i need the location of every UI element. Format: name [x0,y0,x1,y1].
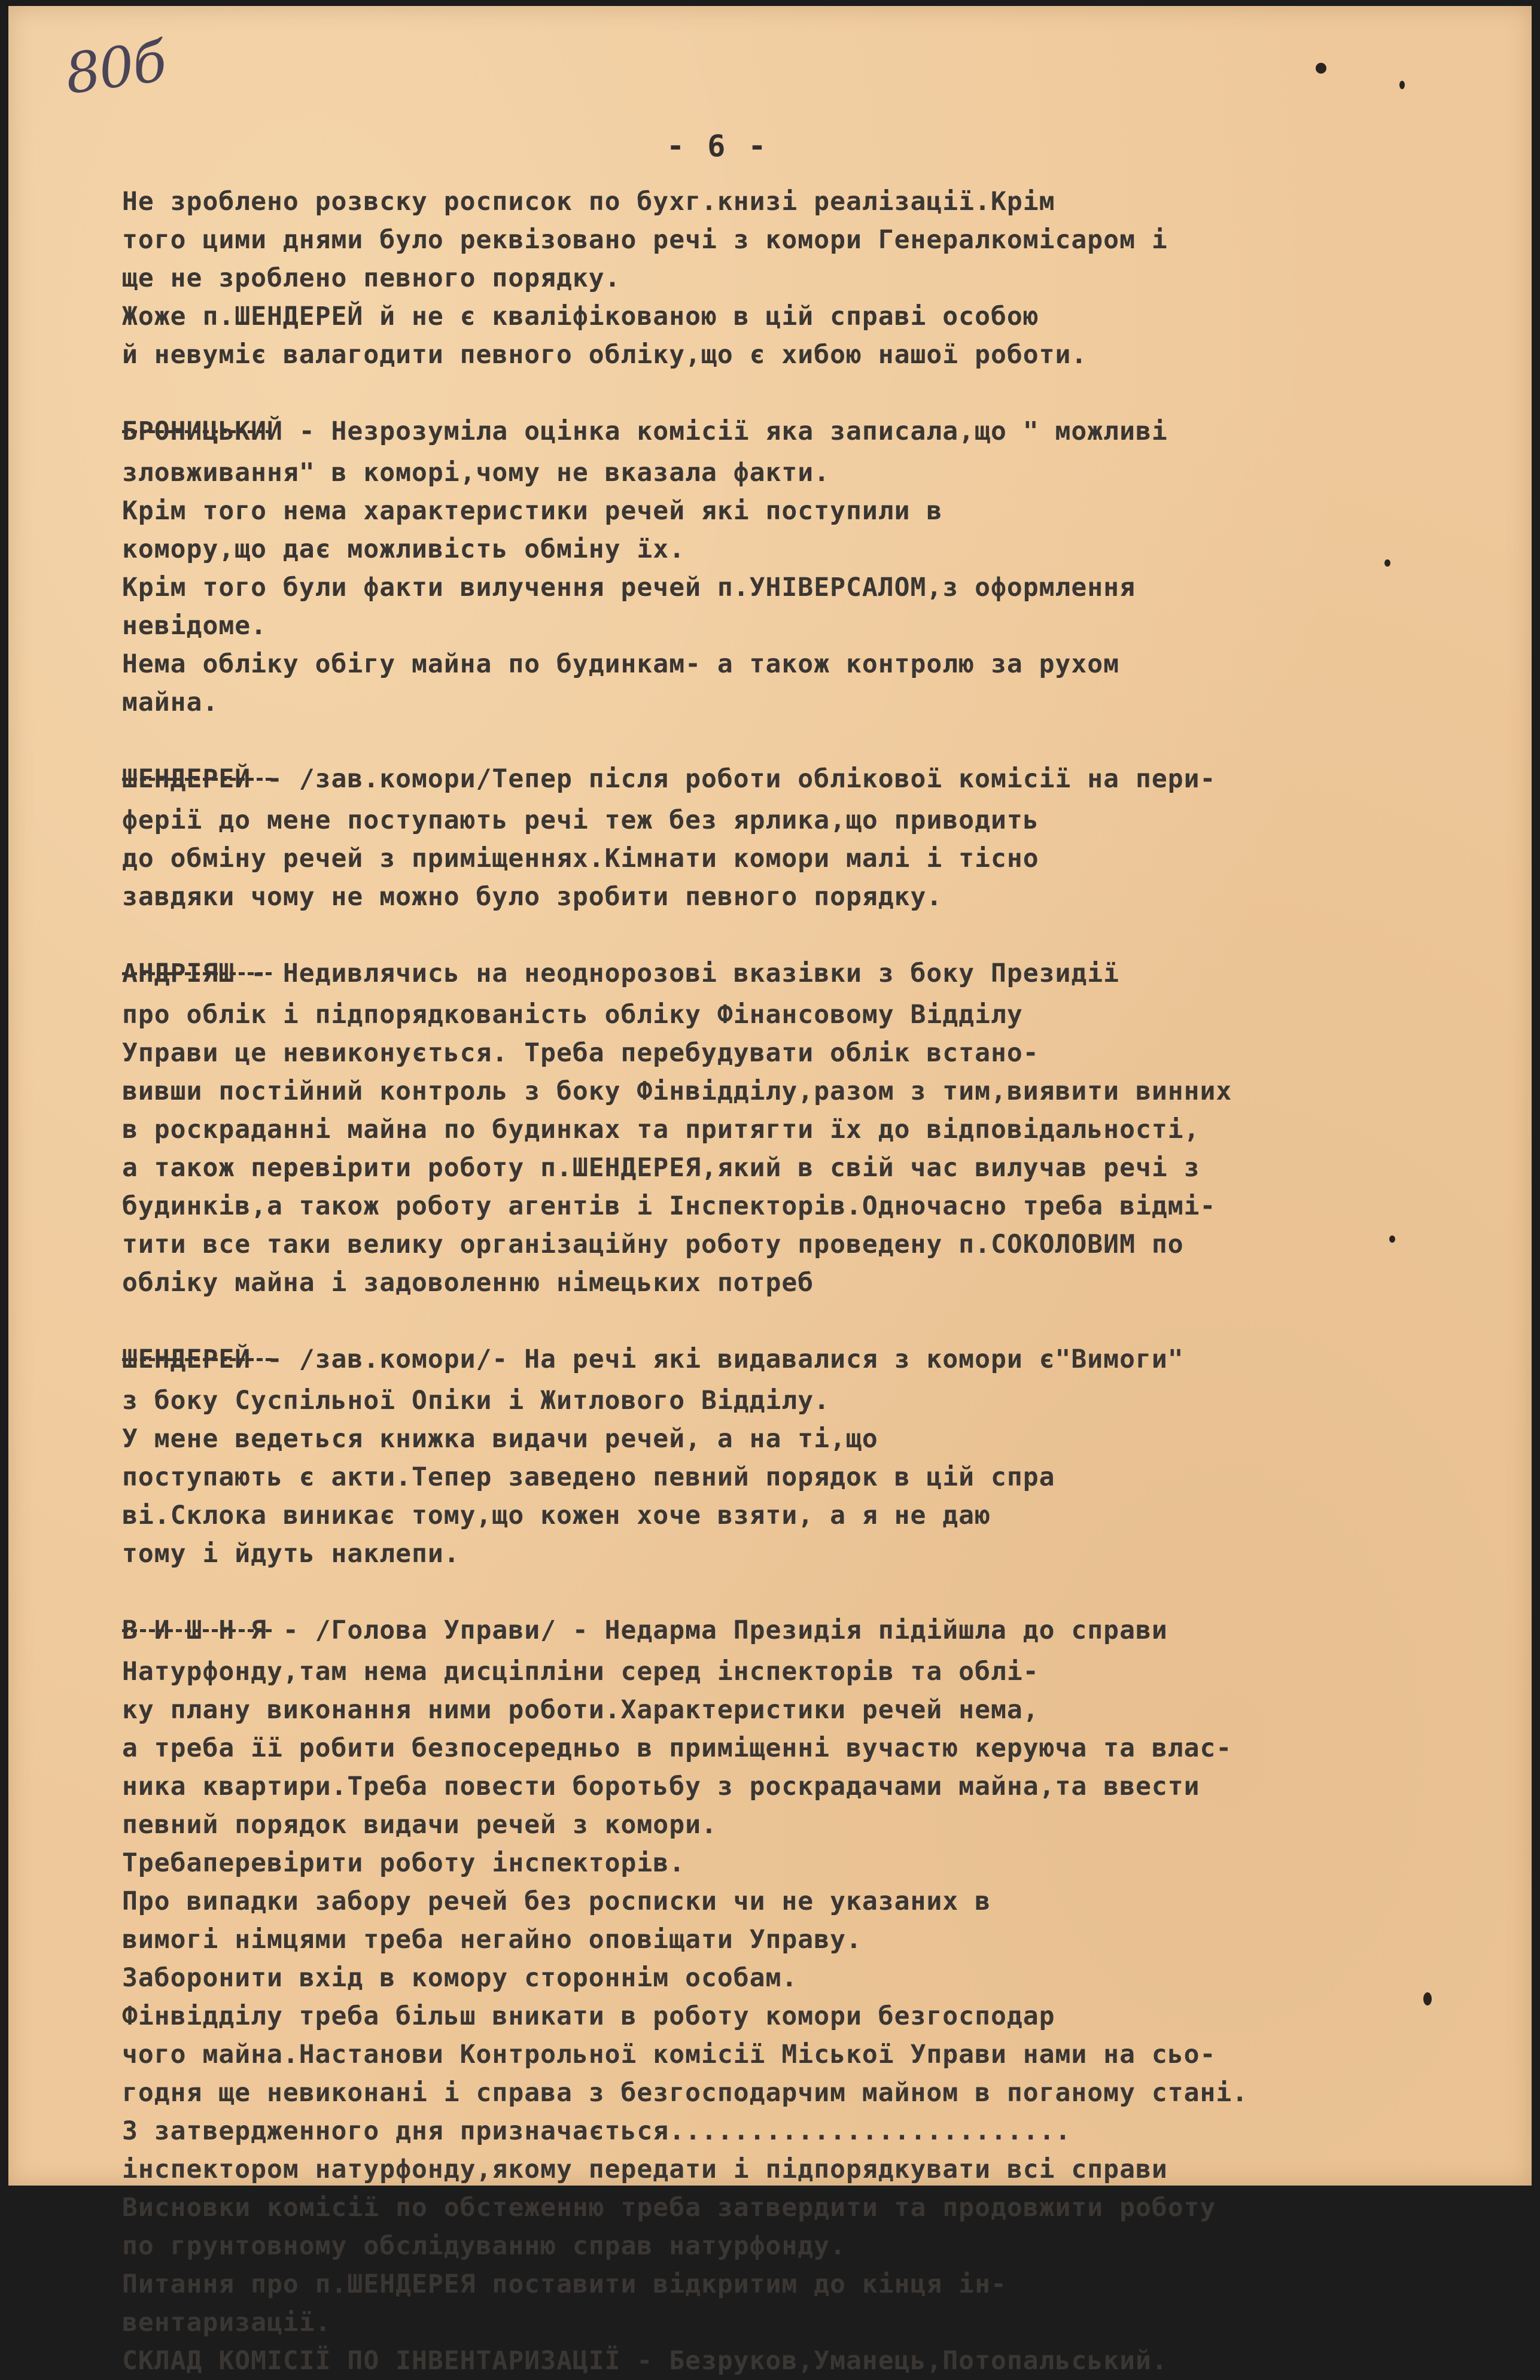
text-line: тому і йдуть наклепи. [122,1539,460,1569]
page-number: - 6 - [666,129,769,163]
text-line: Заборонити вхід в комору стороннім особам. [122,1963,798,1993]
speaker-block [122,1611,1426,2380]
text-line: й невуміє валагодити певного обліку,що є хибою нашої роботи. [122,340,1088,370]
text-line: БРОНИЦЬКИЙ - Незрозуміла оцінка комісії яка записала,що " можливі [122,416,1168,446]
ink-speck [1384,559,1390,567]
ink-speck [1399,81,1405,89]
text-line: певний порядок видачи речей з комори. [122,1810,717,1840]
text-line: ферії до мене поступають речі теж без ярлика,що приводить [122,805,1039,835]
text-line: обліку майна і задоволенню німецьких потреб [122,1268,814,1298]
text-line: з боку Суспільної Опіки і Житлового Відділу. [122,1386,830,1416]
text-line: ще не зроблено певного порядку. [122,263,621,293]
text-line: майна. [122,687,219,717]
speaker-block [122,760,1426,916]
text-line: зловживання" в коморі,чому не вказала факти. [122,458,830,488]
block-spacer [122,916,1426,954]
text-line: ника квартири.Треба повести боротьбу з роскрадачами майна,та ввести [122,1772,1200,1801]
text-line: комору,що дає можливість обміну їх. [122,534,686,564]
text-line: Крім того були факти вилучення речей п.УНІВЕРСАЛОМ,з оформлення [122,573,1136,602]
text-line: Не зроблено розвску росписок по бухг.книзі реалізації.Крім [122,187,1055,217]
speaker-block [122,954,1426,1302]
text-line: АНДРІЯШ - Недивлячись на неоднорозові вказівки з боку Президії [122,958,1120,988]
text-line: вимогі німцями треба негайно оповіщати Управу. [122,1925,862,1955]
text-line: ШЕНДЕРЕЙ - /зав.комори/Тепер після роботи облікової комісії на пери- [122,764,1216,794]
ink-speck [1389,1235,1395,1243]
text-line: до обміну речей з приміщеннях.Кімнати комори малі і тісно [122,844,1039,874]
text-line: З затвердженного дня призначається......................... [122,2116,1072,2146]
text-line: Требаперевірити роботу інспекторів. [122,1848,686,1878]
text-line: ві.Склока виникає тому,що кожен хоче взяти, а я не даю [122,1501,991,1530]
paragraph-block [122,182,1426,374]
text-line: вентаризації. [122,2308,331,2338]
speaker-block [122,1340,1426,1573]
text-line: завдяки чому не можно було зробити певного порядку. [122,882,943,912]
block-spacer [122,722,1426,760]
text-line: тити все таки велику організаційну роботу проведену п.СОКОЛОВИМ по [122,1229,1184,1259]
text-line: Фінвідділу треба більш вникати в роботу комори безгосподар [122,2001,1055,2031]
block-spacer [122,374,1426,412]
block-spacer [122,1302,1426,1340]
text-line: Управи це невиконується. Треба перебудувати облік встано- [122,1038,1039,1068]
text-line: а треба її робити безпосередньо в приміщенні вучастю керуюча та влас- [122,1733,1232,1763]
text-line: поступають є акти.Тепер заведено певний порядок в цій спра [122,1462,1055,1492]
archival-document-sheet [8,6,1532,2376]
text-line: Нема обліку обігу майна по будинкам- а також контролю за рухом [122,649,1120,679]
text-line: СКЛАД КОМІСІЇ ПО ІНВЕНТАРИЗАЦІЇ - Безруков,Уманець,Потопальський. [122,2346,1168,2376]
text-line: Питання про п.ШЕНДЕРЕЯ поставити відкритим до кінця ін- [122,2269,1007,2299]
ink-speck [1423,1992,1432,2005]
text-line: Жоже п.ШЕНДЕРЕЙ й не є кваліфікованою в цій справі особою [122,302,1039,331]
speaker-block [122,412,1426,722]
block-spacer [122,1573,1426,1611]
text-line: Натурфонду,там нема дисціпліни серед інспекторів та облі- [122,1657,1039,1687]
text-line: У мене ведеться книжка видачи речей, а на ті,що [122,1424,878,1454]
ink-speck [1316,63,1326,74]
text-line: невідоме. [122,611,267,641]
text-line: Про випадки забору речей без росписки чи не указаних в [122,1886,991,1916]
text-line: про облік і підпорядкованість обліку Фінансовому Відділу [122,1000,1023,1030]
text-line: В И Ш Н Я - /Голова Управи/ - Недарма Президія підійшла до справи [122,1615,1168,1645]
text-line: ШЕНДЕРЕЙ - /зав.комори/- На речі які видавалися з комори є"Вимоги" [122,1344,1184,1374]
handwritten-folio-number: 80б [61,29,169,107]
text-line: будинків,а також роботу агентів і Інспекторів.Одночасно треба відмі- [122,1191,1216,1221]
text-line: того цими днями було реквізовано речі з комори Генералкомісаром і [122,225,1168,255]
text-line: а також перевірити роботу п.ШЕНДЕРЕЯ,який в свій час вилучав речі з [122,1153,1200,1183]
text-line: чого майна.Настанови Контрольної комісії Міської Управи нами на сьо- [122,2040,1216,2069]
typewritten-minutes-text [122,182,1426,2380]
text-line: Крім того нема характеристики речей які поступили в [122,496,943,526]
text-line: Висновки комісії по обстеженню треба затвердити та продовжити роботу [122,2193,1216,2223]
text-line: в роскраданні майна по будинках та притягти їх до відповідальності, [122,1115,1200,1145]
text-line: по грунтовному обслідуванню справ натурфонду. [122,2231,846,2261]
text-line: ку плану виконання ними роботи.Характеристики речей нема, [122,1695,1039,1725]
text-line: інспектором натурфонду,якому передати і підпорядкувати всі справи [122,2154,1168,2184]
text-line: вивши постійний контроль з боку Фінвідділу,разом з тим,виявити винних [122,1076,1232,1106]
text-line: годня ще невиконані і справа з безгосподарчим майном в поганому стані. [122,2078,1249,2108]
